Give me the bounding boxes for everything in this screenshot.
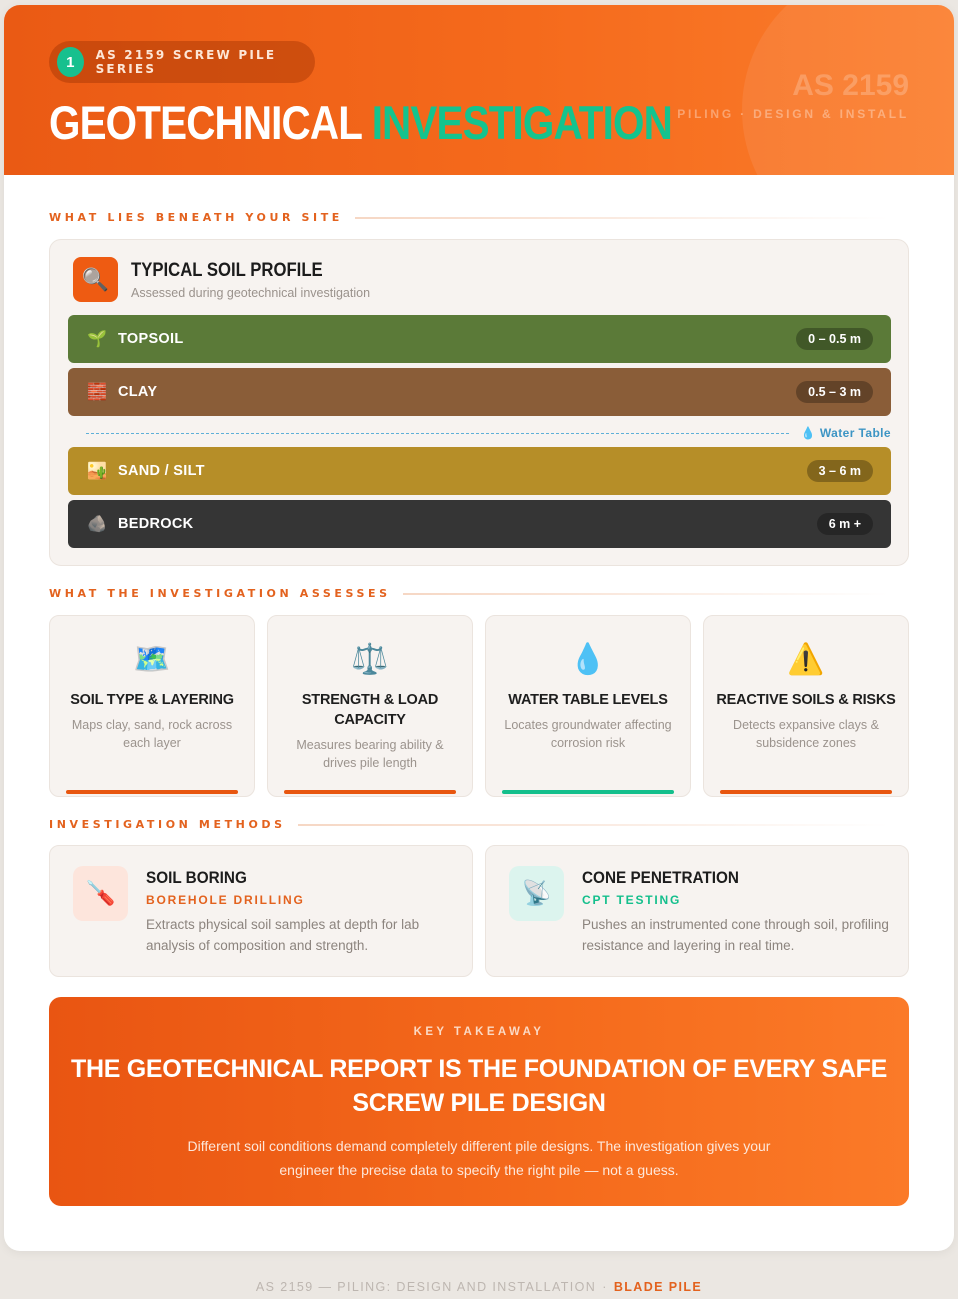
takeaway-label: KEY TAKEAWAY: [413, 1026, 545, 1038]
method-desc: Extracts physical soil samples at depth for lab analysis of composition and strength.: [146, 917, 420, 953]
assess-card-strength: [267, 615, 473, 797]
section-heading-text: WHAT LIES BENEATH YOUR SITE: [49, 211, 343, 224]
layer-name: BEDROCK: [118, 516, 194, 532]
rock-icon: 🪨: [87, 516, 107, 533]
method-card-soil-boring: [49, 845, 473, 977]
series-badge: [49, 41, 315, 83]
layer-name: CLAY: [118, 384, 158, 400]
series-number: 1: [57, 47, 84, 77]
section-heading-text: WHAT THE INVESTIGATION ASSESSES: [49, 587, 391, 600]
section-divider: [298, 824, 889, 826]
page-footer: [0, 1280, 958, 1294]
layer-name: TOPSOIL: [118, 331, 184, 347]
assess-card-accent-bar: [502, 790, 674, 794]
brand-standard: AS 2159: [792, 69, 909, 102]
title-accent: INVESTIGATION: [371, 96, 672, 149]
soil-layer-bedrock: [68, 500, 891, 548]
profile-subtitle: Assessed during geotechnical investigation: [131, 286, 371, 300]
magnifier-icon: 🔍: [73, 257, 118, 302]
brand-tagline: PILING · DESIGN & INSTALL: [677, 107, 909, 121]
water-table-label: [801, 426, 891, 440]
antenna-icon: 📡: [509, 866, 564, 921]
seedling-icon: 🌱: [87, 331, 107, 348]
method-subtitle: BOREHOLE DRILLING: [146, 893, 305, 907]
brick-icon: 🧱: [87, 384, 107, 401]
warning-icon: ⚠️: [787, 643, 825, 676]
section-heading-assesses: [49, 587, 889, 600]
section-heading-methods: [49, 818, 889, 831]
assess-card-accent-bar: [284, 790, 456, 794]
soil-layer-topsoil: [68, 315, 891, 363]
method-title: CONE PENETRATION: [582, 868, 739, 887]
water-table-marker: [86, 422, 891, 444]
assess-card-title: REACTIVE SOILS & RISKS: [716, 692, 896, 708]
assess-card-title: STRENGTH & LOAD CAPACITY: [301, 692, 439, 728]
section-heading-text: INVESTIGATION METHODS: [49, 818, 286, 831]
infographic-card: [4, 5, 954, 1251]
layer-name: SAND / SILT: [118, 463, 205, 479]
layer-depth: 0.5 – 3 m: [796, 381, 873, 403]
key-takeaway-panel: [49, 997, 909, 1206]
droplet-icon: 💧: [800, 426, 817, 440]
assess-card-desc: Locates groundwater affecting corrosion risk: [504, 718, 672, 750]
assess-card-soil-type: [49, 615, 255, 797]
layer-depth: 3 – 6 m: [807, 460, 873, 482]
assess-card-accent-bar: [720, 790, 892, 794]
method-title: SOIL BORING: [146, 868, 247, 887]
title-main: GEOTECHNICAL: [49, 96, 362, 149]
takeaway-body: Different soil conditions demand completely different pile designs. The investigation gives your engineer the precise data to specify the right pile — not a guess.: [187, 1138, 771, 1178]
assess-card-title: SOIL TYPE & LAYERING: [70, 692, 234, 708]
section-divider: [355, 217, 889, 219]
water-table-text: Water Table: [819, 426, 891, 440]
layer-depth: 6 m +: [817, 513, 873, 535]
assess-card-desc: Measures bearing ability & drives pile length: [296, 738, 444, 770]
footer-brand: BLADE PILE: [613, 1280, 703, 1294]
hero-banner: [4, 5, 954, 175]
method-subtitle: CPT TESTING: [582, 893, 682, 907]
footer-text: AS 2159 — PILING: DESIGN AND INSTALLATION: [255, 1280, 597, 1294]
map-icon: 🗺️: [133, 643, 171, 676]
screwdriver-icon: 🪛: [73, 866, 128, 921]
layer-depth: 0 – 0.5 m: [796, 328, 873, 350]
section-divider: [403, 593, 889, 595]
droplet-icon: 💧: [569, 643, 607, 676]
soil-layer-sand: [68, 447, 891, 495]
takeaway-headline: THE GEOTECHNICAL REPORT IS THE FOUNDATION OF EVERY SAFE SCREW PILE DESIGN: [71, 1055, 887, 1117]
assess-card-water-table: [485, 615, 691, 797]
assess-card-title: WATER TABLE LEVELS: [508, 692, 668, 708]
hero-brand: [677, 69, 909, 121]
method-card-cone-penetration: [485, 845, 909, 977]
profile-title: TYPICAL SOIL PROFILE: [131, 260, 323, 281]
scales-icon: ⚖️: [351, 643, 389, 676]
series-label: AS 2159 SCREW PILE SERIES: [95, 48, 277, 76]
soil-layer-clay: [68, 368, 891, 416]
assess-card-reactive-soils: [703, 615, 909, 797]
footer-separator: ·: [602, 1280, 608, 1294]
assess-card-desc: Maps clay, sand, rock across each layer: [71, 718, 233, 750]
page-title: [49, 97, 672, 149]
section-heading-beneath: [49, 211, 889, 224]
assess-card-desc: Detects expansive clays & subsidence zones: [733, 718, 879, 750]
desert-icon: 🏜️: [87, 463, 107, 480]
method-desc: Pushes an instrumented cone through soil, profiling resistance and layering in real time.: [582, 917, 889, 953]
assess-card-accent-bar: [66, 790, 238, 794]
water-table-line: [86, 433, 789, 434]
soil-profile-panel: [49, 239, 909, 566]
